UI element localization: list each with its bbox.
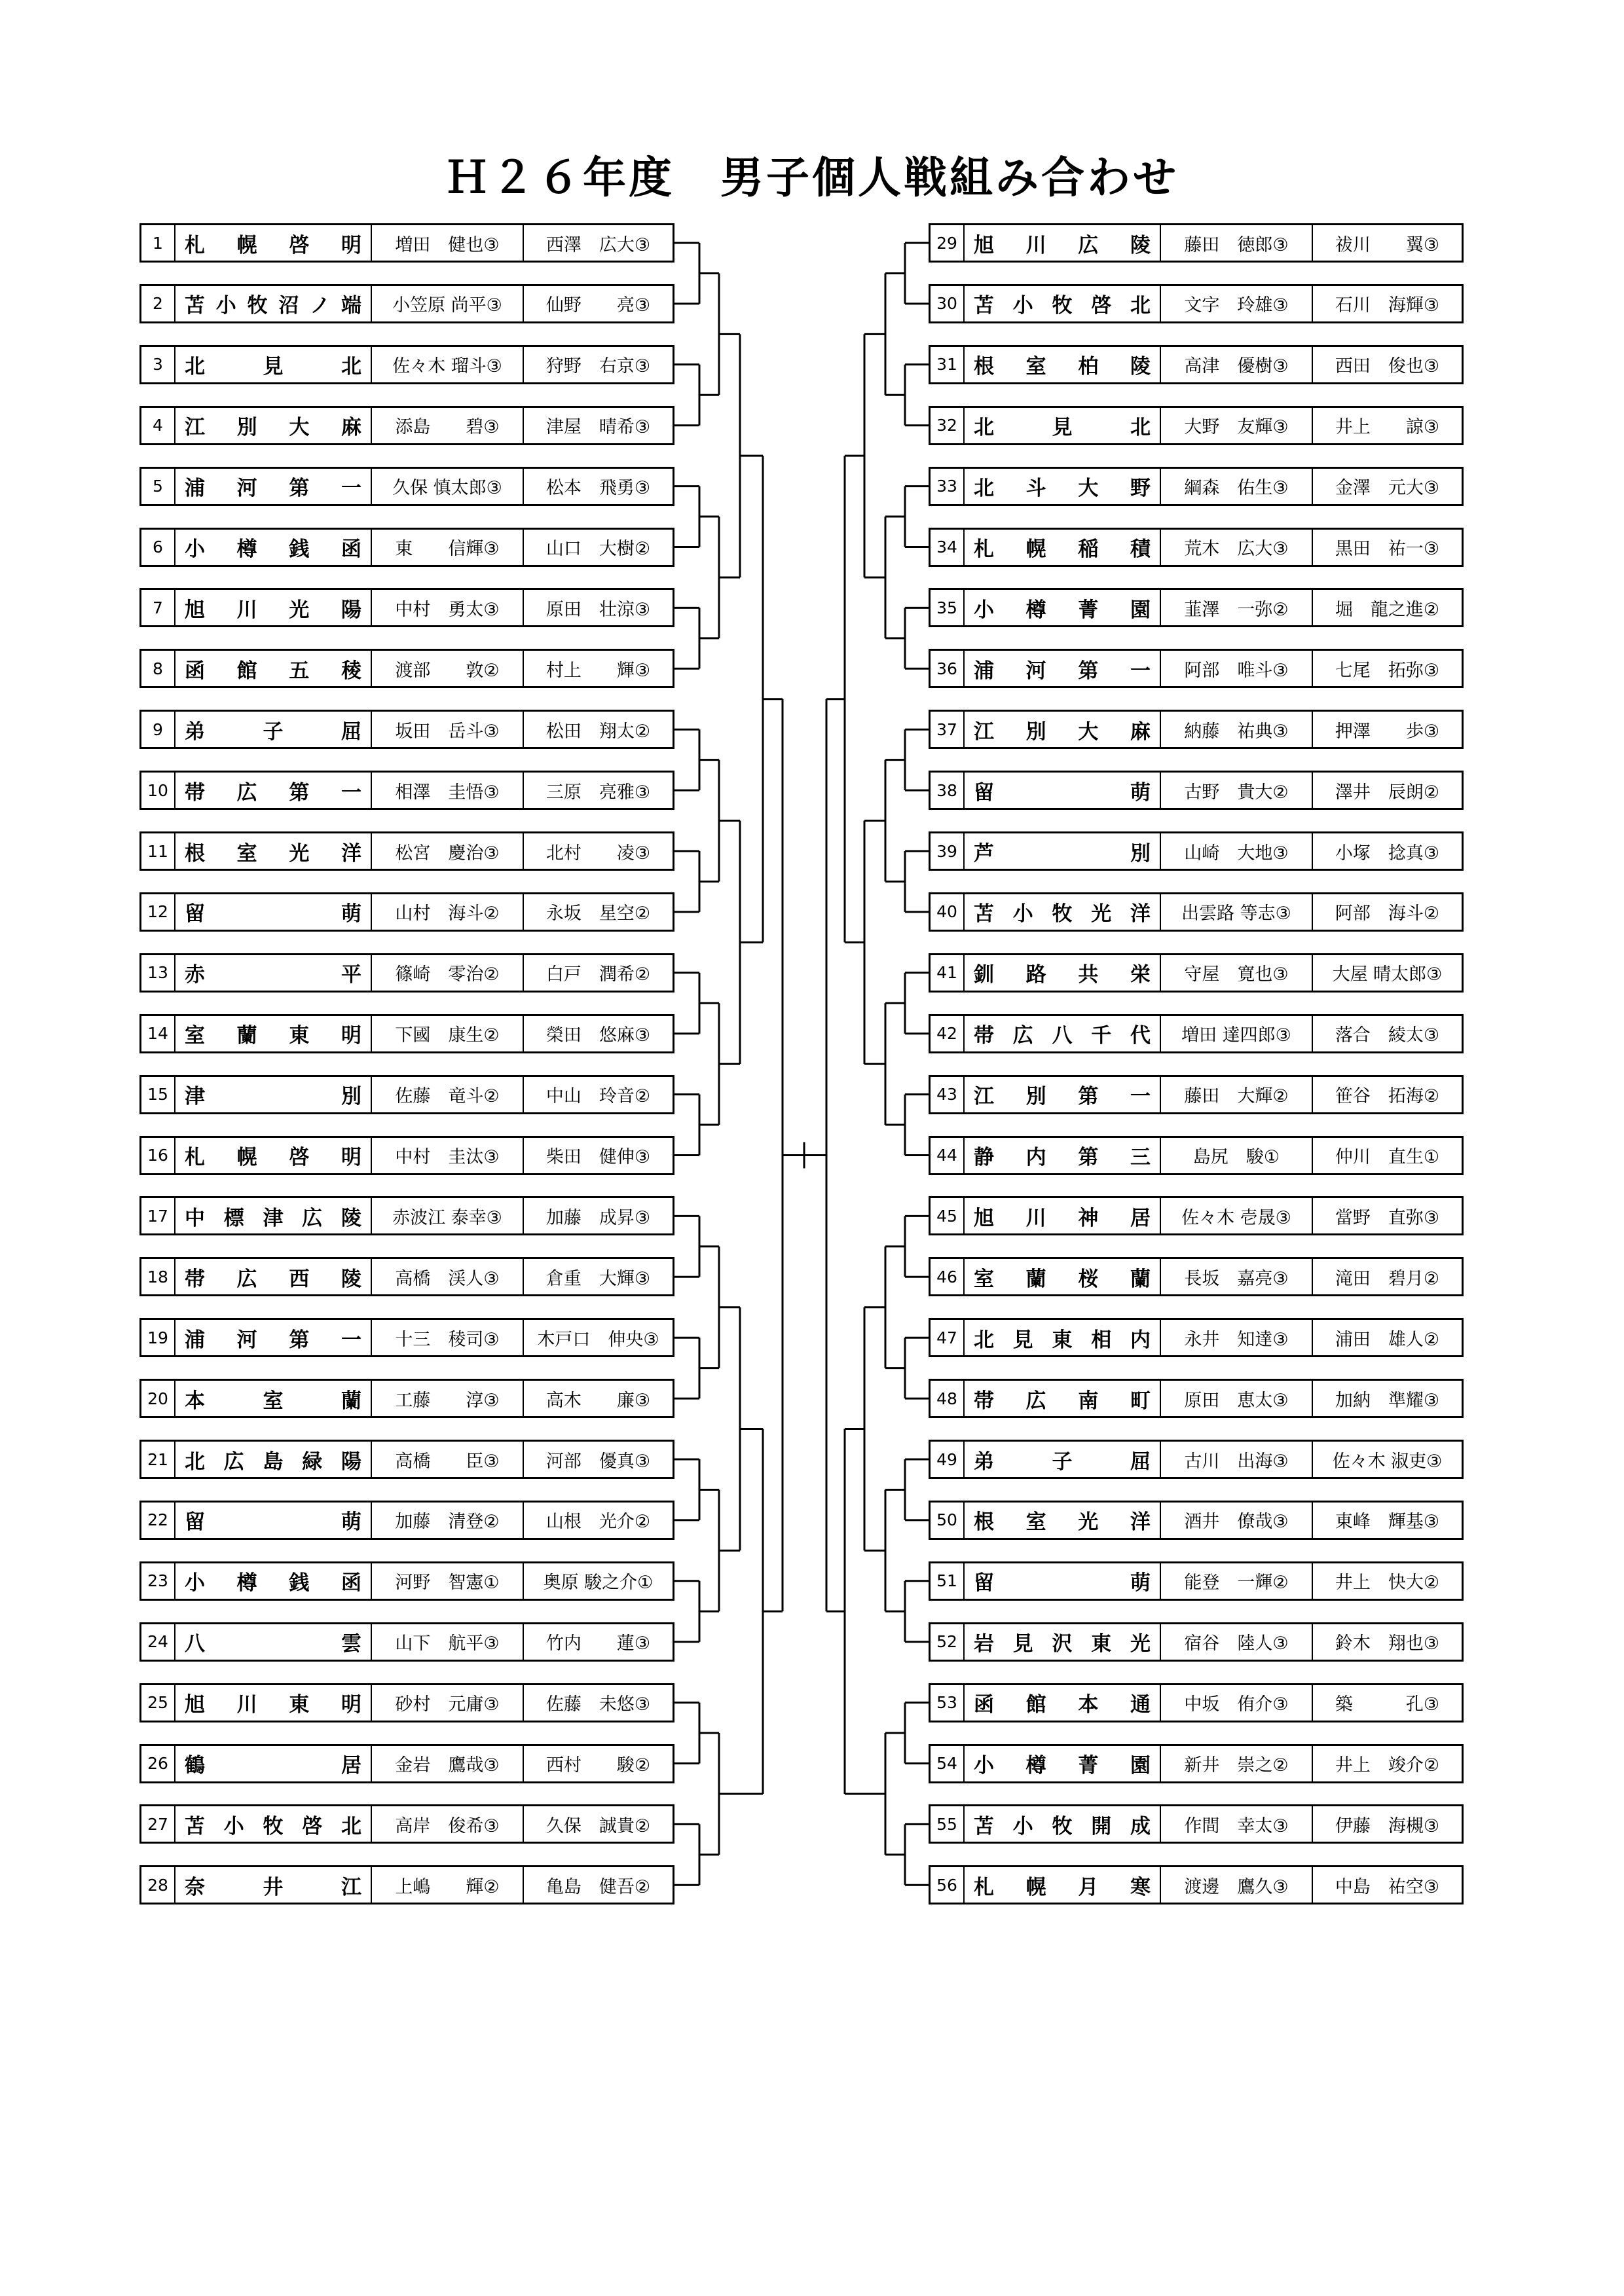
player-2: 落合 綾太③ xyxy=(1335,1025,1440,1046)
page-title: Ｈ２６年度 男子個人戦組み合わせ xyxy=(445,153,1179,203)
entry-number: 9 xyxy=(141,712,175,747)
player-2: 當野 直弥③ xyxy=(1335,1207,1440,1228)
entry-row xyxy=(929,1622,1464,1662)
entry-row xyxy=(139,710,674,749)
player-2: 浦田 雄人② xyxy=(1335,1329,1440,1350)
player-2: 加藤 成昇③ xyxy=(545,1207,651,1228)
entry-number: 53 xyxy=(931,1685,965,1721)
entry-row xyxy=(139,1014,674,1053)
player-2: 榮田 悠麻③ xyxy=(545,1025,651,1046)
school-name: 苫 小 牧 啓 北 xyxy=(175,1806,372,1842)
school-name: 中 標 津 広 陵 xyxy=(175,1198,372,1233)
player-1: 藤田 大輝② xyxy=(1161,1077,1313,1112)
entry-row xyxy=(139,1196,674,1235)
player-2: 松本 飛勇③ xyxy=(545,478,651,499)
school-name: 小 樽 銭 函 xyxy=(175,1563,372,1599)
entry-row xyxy=(929,1440,1464,1479)
player-1: 出雲路 等志③ xyxy=(1161,894,1313,930)
player-1: 韮澤 一弥② xyxy=(1161,590,1313,625)
entry-number: 23 xyxy=(141,1563,175,1599)
entry-row xyxy=(139,588,674,627)
entry-number: 43 xyxy=(931,1077,965,1112)
entry-number: 4 xyxy=(141,408,175,443)
player-1: 荒木 広大③ xyxy=(1161,530,1313,565)
school-name: 旭 川 神 居 xyxy=(965,1198,1161,1233)
player-2: 木戸口 伸央③ xyxy=(537,1329,659,1350)
entry-number: 19 xyxy=(141,1320,175,1355)
school-name: 赤 平 xyxy=(175,955,372,991)
player-1: 工藤 淳③ xyxy=(372,1381,524,1416)
entry-number: 3 xyxy=(141,347,175,382)
entry-row xyxy=(139,528,674,567)
player-1: 阿部 唯斗③ xyxy=(1161,651,1313,686)
player-2: 津屋 晴希③ xyxy=(545,417,651,438)
entry-number: 20 xyxy=(141,1381,175,1416)
entry-number: 28 xyxy=(141,1867,175,1903)
school-name: 留 萌 xyxy=(965,1563,1161,1599)
player-1: 高橋 臣③ xyxy=(372,1442,524,1477)
entry-number: 39 xyxy=(931,833,965,869)
player-2: 佐藤 未悠③ xyxy=(545,1694,651,1715)
entry-row xyxy=(929,1561,1464,1601)
player-2: 佐々木 淑吏③ xyxy=(1332,1451,1443,1472)
entry-row xyxy=(929,831,1464,871)
entry-row xyxy=(139,1804,674,1844)
player-2: 仲川 直生① xyxy=(1335,1147,1440,1167)
entry-number: 41 xyxy=(931,955,965,991)
player-2: 原田 壮涼③ xyxy=(545,599,651,620)
entry-number: 13 xyxy=(141,955,175,991)
entry-number: 5 xyxy=(141,469,175,504)
school-name: 室 蘭 桜 蘭 xyxy=(965,1259,1161,1294)
school-name: 札 幌 啓 明 xyxy=(175,225,372,261)
player-2: 澤井 辰朗② xyxy=(1335,782,1440,803)
player-1: 原田 恵太③ xyxy=(1161,1381,1313,1416)
entry-number: 29 xyxy=(931,225,965,261)
entry-number: 10 xyxy=(141,773,175,808)
school-name: 小 樽 菁 園 xyxy=(965,590,1161,625)
player-1: 久保 慎太郎③ xyxy=(372,469,524,504)
player-2: 大屋 晴太郎③ xyxy=(1332,964,1443,985)
school-name: 根 室 光 洋 xyxy=(965,1503,1161,1538)
player-2: 竹内 蓮③ xyxy=(545,1633,651,1654)
school-name: 津 別 xyxy=(175,1077,372,1112)
entry-number: 34 xyxy=(931,530,965,565)
player-2: 七尾 拓弥③ xyxy=(1335,660,1440,681)
entry-row xyxy=(139,1865,674,1904)
entry-row xyxy=(929,1804,1464,1844)
entry-row xyxy=(929,528,1464,567)
player-1: 綱森 佑生③ xyxy=(1161,469,1313,504)
player-1: 納藤 祐典③ xyxy=(1161,712,1313,747)
entry-number: 38 xyxy=(931,773,965,808)
player-2: 中山 玲音② xyxy=(545,1086,651,1107)
school-name: 札 幌 稲 積 xyxy=(965,530,1161,565)
player-2: 三原 亮雅③ xyxy=(545,782,651,803)
entry-number: 49 xyxy=(931,1442,965,1477)
player-1: 赤波江 泰幸③ xyxy=(372,1198,524,1233)
entry-number: 54 xyxy=(931,1746,965,1781)
entry-row xyxy=(139,1440,674,1479)
player-1: 中村 勇太③ xyxy=(372,590,524,625)
player-1: 下國 康生② xyxy=(372,1016,524,1051)
player-1: 高岸 俊希③ xyxy=(372,1806,524,1842)
entry-row xyxy=(929,284,1464,323)
school-name: 旭 川 光 陽 xyxy=(175,590,372,625)
entry-row xyxy=(139,1257,674,1296)
entry-row xyxy=(139,771,674,810)
school-name: 芦 別 xyxy=(965,833,1161,869)
player-1: 永井 知達③ xyxy=(1161,1320,1313,1355)
player-2: 西澤 広大③ xyxy=(545,234,651,255)
player-1: 小笠原 尚平③ xyxy=(372,286,524,321)
player-1: 能登 一輝② xyxy=(1161,1563,1313,1599)
school-name: 帯 広 八 千 代 xyxy=(965,1016,1161,1051)
player-1: 藤田 徳郎③ xyxy=(1161,225,1313,261)
player-2: 井上 竣介② xyxy=(1335,1755,1440,1776)
entry-row xyxy=(139,1683,674,1722)
school-name: 北 広 島 緑 陽 xyxy=(175,1442,372,1477)
entry-row xyxy=(139,284,674,323)
player-2: 石川 海輝③ xyxy=(1335,295,1440,316)
player-1: 渡部 敦② xyxy=(372,651,524,686)
school-name: 旭 川 広 陵 xyxy=(965,225,1161,261)
player-2: 小塚 捻真③ xyxy=(1335,843,1440,864)
school-name: 江 別 大 麻 xyxy=(965,712,1161,747)
entry-row xyxy=(139,1501,674,1540)
entry-number: 7 xyxy=(141,590,175,625)
entry-number: 42 xyxy=(931,1016,965,1051)
player-1: 作間 幸太③ xyxy=(1161,1806,1313,1842)
school-name: 帯 広 第 一 xyxy=(175,773,372,808)
school-name: 帯 広 西 陵 xyxy=(175,1259,372,1294)
entry-row xyxy=(139,1136,674,1175)
entry-number: 12 xyxy=(141,894,175,930)
school-name: 鶴 居 xyxy=(175,1746,372,1781)
player-2: 押澤 歩③ xyxy=(1335,721,1440,742)
entry-row xyxy=(929,1136,1464,1175)
player-1: 中坂 侑介③ xyxy=(1161,1685,1313,1721)
player-1: 山村 海斗② xyxy=(372,894,524,930)
player-2: 西田 俊也③ xyxy=(1335,356,1440,377)
player-2: 村上 輝③ xyxy=(545,660,651,681)
player-1: 東 信輝③ xyxy=(372,530,524,565)
entry-number: 40 xyxy=(931,894,965,930)
player-1: 十三 稜司③ xyxy=(372,1320,524,1355)
entry-number: 17 xyxy=(141,1198,175,1233)
entry-row xyxy=(929,1379,1464,1418)
entry-row xyxy=(139,649,674,688)
entry-number: 48 xyxy=(931,1381,965,1416)
entry-number: 24 xyxy=(141,1624,175,1660)
player-1: 加藤 清登② xyxy=(372,1503,524,1538)
player-1: 高橋 渓人③ xyxy=(372,1259,524,1294)
player-2: 北村 凌③ xyxy=(545,843,651,864)
entry-row xyxy=(929,1744,1464,1783)
school-name: 根 室 柏 陵 xyxy=(965,347,1161,382)
entry-number: 46 xyxy=(931,1259,965,1294)
entry-row xyxy=(929,1318,1464,1357)
entry-row xyxy=(929,1865,1464,1904)
entry-number: 27 xyxy=(141,1806,175,1842)
player-1: 山崎 大地③ xyxy=(1161,833,1313,869)
player-1: 古川 出海③ xyxy=(1161,1442,1313,1477)
entry-row xyxy=(929,223,1464,263)
player-2: 加納 準耀③ xyxy=(1335,1390,1440,1411)
entry-number: 21 xyxy=(141,1442,175,1477)
entry-number: 55 xyxy=(931,1806,965,1842)
player-1: 篠崎 零治② xyxy=(372,955,524,991)
entry-number: 44 xyxy=(931,1138,965,1173)
entry-number: 14 xyxy=(141,1016,175,1051)
entry-number: 32 xyxy=(931,408,965,443)
entry-row xyxy=(139,345,674,384)
player-2: 堀 龍之進② xyxy=(1335,599,1440,620)
school-name: 小 樽 銭 函 xyxy=(175,530,372,565)
school-name: 札 幌 啓 明 xyxy=(175,1138,372,1173)
school-name: 留 萌 xyxy=(175,1503,372,1538)
school-name: 浦 河 第 一 xyxy=(965,651,1161,686)
player-2: 笹谷 拓海② xyxy=(1335,1086,1440,1107)
school-name: 弟 子 屈 xyxy=(175,712,372,747)
entry-row xyxy=(139,1622,674,1662)
entry-row xyxy=(929,771,1464,810)
player-2: 金澤 元大③ xyxy=(1335,478,1440,499)
player-2: 山口 大樹② xyxy=(545,539,651,559)
school-name: 札 幌 月 寒 xyxy=(965,1867,1161,1903)
player-1: 高津 優樹③ xyxy=(1161,347,1313,382)
player-1: 中村 圭汰③ xyxy=(372,1138,524,1173)
entry-row xyxy=(139,1744,674,1783)
entry-row xyxy=(929,588,1464,627)
school-name: 帯 広 南 町 xyxy=(965,1381,1161,1416)
entry-number: 33 xyxy=(931,469,965,504)
player-2: 松田 翔太② xyxy=(545,721,651,742)
school-name: 苫 小 牧 沼 ノ 端 xyxy=(175,286,372,321)
school-name: 北 見 北 xyxy=(965,408,1161,443)
player-2: 阿部 海斗② xyxy=(1335,903,1440,924)
entry-row xyxy=(139,953,674,993)
entry-row xyxy=(929,649,1464,688)
player-1: 上嶋 輝② xyxy=(372,1867,524,1903)
player-1: 大野 友輝③ xyxy=(1161,408,1313,443)
entry-number: 6 xyxy=(141,530,175,565)
entry-number: 8 xyxy=(141,651,175,686)
school-name: 江 別 第 一 xyxy=(965,1077,1161,1112)
player-2: 河部 優真③ xyxy=(545,1451,651,1472)
school-name: 江 別 大 麻 xyxy=(175,408,372,443)
player-1: 渡邊 鷹久③ xyxy=(1161,1867,1313,1903)
entry-row xyxy=(139,1075,674,1114)
player-2: 鈴木 翔也③ xyxy=(1335,1633,1440,1654)
player-1: 山下 航平③ xyxy=(372,1624,524,1660)
entry-number: 22 xyxy=(141,1503,175,1538)
entry-number: 51 xyxy=(931,1563,965,1599)
player-1: 酒井 僚哉③ xyxy=(1161,1503,1313,1538)
player-1: 添島 碧③ xyxy=(372,408,524,443)
entry-number: 2 xyxy=(141,286,175,321)
school-name: 函 館 本 通 xyxy=(965,1685,1161,1721)
player-1: 長坂 嘉亮③ xyxy=(1161,1259,1313,1294)
player-1: 相澤 圭悟③ xyxy=(372,773,524,808)
player-2: 東峰 輝基③ xyxy=(1335,1512,1440,1533)
player-1: 古野 貴大② xyxy=(1161,773,1313,808)
entry-row xyxy=(139,831,674,871)
entry-number: 56 xyxy=(931,1867,965,1903)
school-name: 弟 子 屈 xyxy=(965,1442,1161,1477)
entry-number: 16 xyxy=(141,1138,175,1173)
player-1: 新井 崇之② xyxy=(1161,1746,1313,1781)
entry-row xyxy=(929,1501,1464,1540)
player-1: 佐藤 竜斗② xyxy=(372,1077,524,1112)
school-name: 浦 河 第 一 xyxy=(175,1320,372,1355)
entry-number: 52 xyxy=(931,1624,965,1660)
player-1: 増田 達四郎③ xyxy=(1161,1016,1313,1051)
player-1: 文字 玲雄③ xyxy=(1161,286,1313,321)
player-1: 佐々木 瑠斗③ xyxy=(372,347,524,382)
school-name: 室 蘭 東 明 xyxy=(175,1016,372,1051)
player-2: 亀島 健吾② xyxy=(545,1876,651,1897)
player-1: 河野 智憲① xyxy=(372,1563,524,1599)
player-2: 倉重 大輝③ xyxy=(545,1268,651,1289)
school-name: 旭 川 東 明 xyxy=(175,1685,372,1721)
entry-row xyxy=(929,1075,1464,1114)
player-1: 佐々木 壱晟③ xyxy=(1161,1198,1313,1233)
player-2: 中島 祐空③ xyxy=(1335,1876,1440,1897)
school-name: 八 雲 xyxy=(175,1624,372,1660)
entry-row xyxy=(139,406,674,445)
entry-row xyxy=(929,953,1464,993)
school-name: 岩 見 沢 東 光 xyxy=(965,1624,1161,1660)
player-2: 高木 廉③ xyxy=(545,1390,651,1411)
entry-number: 25 xyxy=(141,1685,175,1721)
entry-row xyxy=(139,223,674,263)
player-2: 黒田 祐一③ xyxy=(1335,539,1440,559)
player-2: 井上 快大② xyxy=(1335,1573,1440,1594)
player-2: 築 孔③ xyxy=(1335,1694,1440,1715)
entry-number: 26 xyxy=(141,1746,175,1781)
entry-row xyxy=(929,710,1464,749)
entry-row xyxy=(139,1561,674,1601)
school-name: 本 室 蘭 xyxy=(175,1381,372,1416)
school-name: 北 見 東 相 内 xyxy=(965,1320,1161,1355)
player-2: 西村 駿② xyxy=(545,1755,651,1776)
player-2: 山根 光介② xyxy=(545,1512,651,1533)
player-1: 金岩 鷹哉③ xyxy=(372,1746,524,1781)
entry-row xyxy=(929,406,1464,445)
player-2: 柴田 健伸③ xyxy=(545,1147,651,1167)
player-2: 仙野 亮③ xyxy=(545,295,651,316)
player-2: 井上 諒③ xyxy=(1335,417,1440,438)
entry-number: 15 xyxy=(141,1077,175,1112)
school-name: 奈 井 江 xyxy=(175,1867,372,1903)
entry-number: 31 xyxy=(931,347,965,382)
entry-row xyxy=(929,1683,1464,1722)
player-1: 増田 健也③ xyxy=(372,225,524,261)
entry-number: 30 xyxy=(931,286,965,321)
entry-row xyxy=(139,892,674,932)
player-2: 伊藤 海槻③ xyxy=(1335,1815,1440,1836)
school-name: 北 見 北 xyxy=(175,347,372,382)
entry-number: 1 xyxy=(141,225,175,261)
player-1: 松宮 慶治③ xyxy=(372,833,524,869)
entry-row xyxy=(929,892,1464,932)
school-name: 小 樽 菁 園 xyxy=(965,1746,1161,1781)
player-1: 坂田 岳斗③ xyxy=(372,712,524,747)
entry-row xyxy=(139,1379,674,1418)
player-1: 宿谷 陸人③ xyxy=(1161,1624,1313,1660)
entry-number: 18 xyxy=(141,1259,175,1294)
entry-row xyxy=(929,345,1464,384)
player-2: 白戸 潤希② xyxy=(545,964,651,985)
entry-row xyxy=(139,1318,674,1357)
school-name: 北 斗 大 野 xyxy=(965,469,1161,504)
school-name: 静 内 第 三 xyxy=(965,1138,1161,1173)
entry-row xyxy=(929,1196,1464,1235)
school-name: 根 室 光 洋 xyxy=(175,833,372,869)
entry-row xyxy=(929,1257,1464,1296)
school-name: 苫 小 牧 光 洋 xyxy=(965,894,1161,930)
entry-number: 47 xyxy=(931,1320,965,1355)
entry-number: 36 xyxy=(931,651,965,686)
player-1: 守屋 寛也③ xyxy=(1161,955,1313,991)
school-name: 浦 河 第 一 xyxy=(175,469,372,504)
entry-row xyxy=(929,1014,1464,1053)
school-name: 留 萌 xyxy=(965,773,1161,808)
school-name: 苫 小 牧 啓 北 xyxy=(965,286,1161,321)
player-1: 砂村 元庸③ xyxy=(372,1685,524,1721)
entry-row xyxy=(929,467,1464,506)
entry-number: 37 xyxy=(931,712,965,747)
school-name: 函 館 五 稜 xyxy=(175,651,372,686)
entry-number: 35 xyxy=(931,590,965,625)
player-1: 島尻 駿① xyxy=(1161,1138,1313,1173)
school-name: 苫 小 牧 開 成 xyxy=(965,1806,1161,1842)
player-2: 狩野 右京③ xyxy=(545,356,651,377)
school-name: 留 萌 xyxy=(175,894,372,930)
player-2: 永坂 星空② xyxy=(545,903,651,924)
entry-number: 50 xyxy=(931,1503,965,1538)
school-name: 釧 路 共 栄 xyxy=(965,955,1161,991)
player-2: 滝田 碧月② xyxy=(1335,1268,1440,1289)
entry-row xyxy=(139,467,674,506)
entry-number: 11 xyxy=(141,833,175,869)
player-2: 久保 誠貴② xyxy=(545,1815,651,1836)
player-2: 奥原 駿之介① xyxy=(543,1573,654,1594)
entry-number: 45 xyxy=(931,1198,965,1233)
player-2: 祓川 翼③ xyxy=(1335,234,1440,255)
